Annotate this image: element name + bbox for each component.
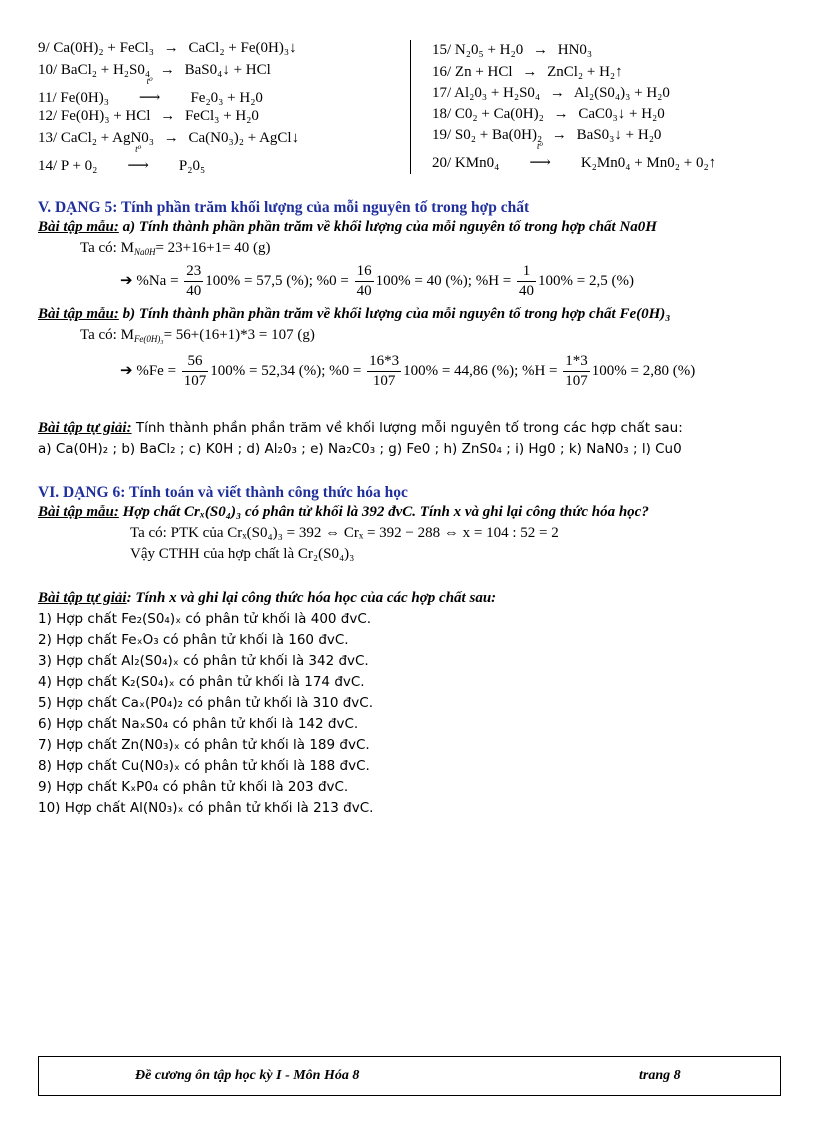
percent-label: %0 =: [316, 272, 349, 289]
reaction-number: 14/: [38, 158, 58, 174]
reaction-rhs: K₂Mn0₄ + Mn0₂ + 0₂↑: [580, 155, 717, 171]
section-6-line-1: Ta có: PTK của Crₓ(S0₄)₃ = 392 ⇔ Crₓ = 392 − 288 ⇔ x = 104 : 52 = 2: [130, 525, 559, 541]
reaction-lhs: Al₂0₃ + H₂S0₄: [454, 85, 541, 101]
arrow-icon: →: [533, 42, 548, 58]
fraction: [563, 352, 590, 391]
reaction-lhs: BaCl₂ + H₂S0₄: [60, 62, 151, 78]
reaction-lhs: Fe(0H)₃ + HCl: [60, 108, 151, 124]
self-task: Tính thành phần phần trăm về khối lượng mỗi nguyên tố trong các hợp chất sau:: [131, 420, 683, 436]
section-5-a-percent: [120, 262, 634, 301]
reaction-number: 16/: [432, 64, 452, 80]
section-5-heading: V. DẠNG 5: Tính phần trăm khối lượng của mỗi nguyên tố trong hợp chất: [38, 199, 530, 216]
heat-arrow-icon: t⁰ ⟶: [107, 156, 169, 175]
section-6-heading: VI. DẠNG 6: Tính toán và viết thành công thức hóa học: [38, 484, 408, 501]
percent-result: 100% = 40 (%);: [375, 272, 472, 289]
example-label: Bài tập mẫu:: [38, 219, 119, 235]
arrow-icon: →: [551, 127, 567, 143]
reaction-rhs: Ca(N0₃)₂ + AgCl↓: [188, 130, 300, 146]
page-number: trang 8: [639, 1068, 681, 1083]
fraction: [367, 352, 401, 391]
list-item: 10) Hợp chất Al(N0₃)ₓ có phân tử khối là 213 đvC.: [38, 800, 374, 816]
section-5-self: [38, 420, 683, 437]
reaction-number: 15/: [432, 42, 452, 58]
reaction-rhs: BaS0₄↓ + HCl: [184, 62, 271, 78]
heat-label: t⁰: [135, 144, 142, 154]
mass-sub: Na0H: [133, 247, 156, 257]
page-footer: [38, 1056, 781, 1096]
arrow-right-icon: ➔: [120, 362, 133, 379]
fraction-numerator: 1*3: [563, 352, 590, 372]
fraction-numerator: 16: [355, 262, 374, 282]
percent-result: 100% = 44,86 (%);: [403, 362, 519, 379]
reaction-rhs: BaS0₃↓ + H₂0: [576, 127, 662, 143]
section-5-example-a: [38, 219, 657, 236]
mass-value: = 56+(16+1)*3 = 107 (g): [163, 327, 315, 343]
column-divider: [410, 40, 411, 174]
percent-result: 100% = 52,34 (%);: [210, 362, 326, 379]
reaction-number: 18/: [432, 106, 452, 122]
reaction-17: [432, 85, 670, 102]
reaction-lhs: N₂0₅ + H₂0: [454, 42, 524, 58]
example-task: b) Tính thành phần phần trăm về khối lượng của mỗi nguyên tố trong hợp chất Fe(0H)₃: [118, 306, 671, 322]
mass-sub: Fe(0H)₃: [133, 334, 164, 344]
section-5-a-mass: [80, 240, 271, 257]
reaction-lhs: Ca(0H)₂ + FeCl₃: [53, 40, 154, 56]
reaction-16: [432, 64, 623, 81]
reaction-lhs: Fe(0H)₃: [60, 90, 109, 106]
list-item: 3) Hợp chất Al₂(S0₄)ₓ có phân tử khối là 342 đvC.: [38, 653, 369, 669]
self-label: Bài tập tự giải: [38, 590, 127, 606]
fraction-denominator: 107: [565, 373, 588, 389]
fraction: [517, 262, 536, 301]
fraction: [355, 262, 374, 301]
reaction-rhs: CaC0₃↓ + H₂0: [578, 106, 665, 122]
reaction-number: 20/: [432, 155, 452, 171]
example-label: Bài tập mẫu:: [38, 306, 119, 322]
reaction-9: [38, 40, 297, 57]
reaction-lhs: CaCl₂ + AgN0₃: [60, 130, 155, 146]
reaction-rhs: P₂0₅: [178, 158, 206, 174]
arrow-icon: →: [549, 85, 565, 101]
arrow-icon: →: [163, 130, 179, 146]
reaction-lhs: S0₂ + Ba(0H)₂: [454, 127, 543, 143]
reaction-15: [432, 42, 592, 59]
reaction-number: 17/: [432, 85, 452, 101]
section-6-example: [38, 504, 649, 521]
list-item: 6) Hợp chất NaₓS0₄ có phân tử khối là 142 đvC.: [38, 716, 359, 732]
reaction-rhs: ZnCl₂ + H₂↑: [547, 64, 623, 80]
footer-title: Đề cương ôn tập học kỳ I - Môn Hóa 8: [135, 1068, 360, 1083]
list-item: 9) Hợp chất KₓP0₄ có phân tử khối là 203 đvC.: [38, 779, 349, 795]
reaction-18: [432, 106, 665, 123]
reaction-lhs: KMn0₄: [454, 155, 500, 171]
list-item: 4) Hợp chất K₂(S0₄)ₓ có phân tử khối là 174 đvC.: [38, 674, 365, 690]
section-6-self: [38, 590, 496, 607]
arrow-icon: →: [159, 62, 175, 78]
reaction-11: [38, 76, 263, 107]
percent-label: %0 =: [329, 362, 362, 379]
list-item: 5) Hợp chất Caₓ(P0₄)₂ có phân tử khối là 310 đvC.: [38, 695, 374, 711]
example-task: a) Tính thành phần phần trăm về khối lượng của mỗi nguyên tố trong hợp chất Na0H: [118, 219, 657, 235]
reaction-rhs: Al₂(S0₄)₃ + H₂0: [573, 85, 670, 101]
heat-label: t⁰: [146, 76, 153, 86]
self-task: : Tính x và ghi lại công thức hóa học của các hợp chất sau:: [126, 590, 497, 606]
arrow-icon: →: [522, 64, 538, 80]
mass-label: Ta có: M: [80, 327, 134, 343]
section-5-example-b: [38, 306, 671, 323]
percent-label: %H =: [475, 272, 512, 289]
heat-arrow-icon: t⁰ ⟶: [509, 153, 571, 172]
arrow-icon: →: [553, 106, 569, 122]
example-task: Hợp chất Crₓ(S0₄)₃ có phân tử khối là 392 đvC. Tính x và ghi lại công thức hóa học?: [118, 504, 649, 520]
section-5-self-items: a) Ca(0H)₂ ; b) BaCl₂ ; c) K0H ; d) Al₂0₃ ; e) Na₂C0₃ ; g) Fe0 ; h) ZnS0₄ ; i) Hg0 ; k) NaN0₃ ; l) Cu0: [38, 441, 682, 457]
fraction-numerator: 1: [517, 262, 536, 282]
arrow-icon: →: [160, 108, 176, 124]
mass-label: Ta có: M: [80, 240, 134, 256]
fraction-numerator: 16*3: [367, 352, 401, 372]
section-5-b-percent: [120, 352, 695, 391]
heat-arrow-icon: t⁰ ⟶: [119, 88, 181, 107]
percent-result: 100% = 57,5 (%);: [205, 272, 313, 289]
list-item: 7) Hợp chất Zn(N0₃)ₓ có phân tử khối là 189 đvC.: [38, 737, 370, 753]
reaction-number: 11/: [38, 90, 57, 106]
percent-label: %H =: [521, 362, 558, 379]
self-label: Bài tập tự giải:: [38, 420, 132, 436]
reaction-number: 10/: [38, 62, 58, 78]
reaction-number: 13/: [38, 130, 58, 146]
fraction: [184, 262, 203, 301]
list-item: 8) Hợp chất Cu(N0₃)ₓ có phân tử khối là 188 đvC.: [38, 758, 370, 774]
percent-result: 100% = 2,5 (%): [538, 272, 634, 289]
heat-label: t⁰: [537, 141, 544, 151]
reaction-lhs: P + 0₂: [60, 158, 98, 174]
reaction-rhs: Fe₂0₃ + H₂0: [190, 90, 263, 106]
reaction-20: [432, 141, 717, 172]
reaction-rhs: HN0₃: [557, 42, 593, 58]
reaction-14: [38, 144, 206, 175]
section-6-line-2: Vậy CTHH của hợp chất là Cr₂(S0₄)₃: [130, 546, 355, 562]
arrow-icon: →: [163, 40, 179, 56]
fraction: [182, 352, 209, 391]
fraction-denominator: 107: [183, 373, 207, 389]
reaction-number: 19/: [432, 127, 452, 143]
percent-label: %Na =: [136, 272, 179, 289]
percent-result: 100% = 2,80 (%): [591, 362, 696, 379]
section-5-b-mass: [80, 327, 315, 344]
reaction-12: [38, 108, 259, 125]
reaction-rhs: CaCl₂ + Fe(0H)₃↓: [188, 40, 297, 56]
reaction-lhs: C0₂ + Ca(0H)₂: [454, 106, 544, 122]
fraction-denominator: 40: [519, 283, 535, 299]
reaction-number: 12/: [38, 108, 58, 124]
percent-label: %Fe =: [136, 362, 177, 379]
reaction-rhs: FeCl₃ + H₂0: [184, 108, 259, 124]
reaction-lhs: Zn + HCl: [454, 64, 513, 80]
example-label: Bài tập mẫu:: [38, 504, 119, 520]
list-item: 1) Hợp chất Fe₂(S0₄)ₓ có phân tử khối là 400 đvC.: [38, 611, 372, 627]
list-item: 2) Hợp chất FeₓO₃ có phân tử khối là 160 đvC.: [38, 632, 349, 648]
fraction-numerator: 56: [182, 352, 209, 372]
fraction-denominator: 107: [372, 373, 396, 389]
arrow-right-icon: ➔: [120, 272, 133, 289]
fraction-denominator: 40: [186, 283, 202, 299]
reaction-number: 9/: [38, 40, 50, 56]
fraction-numerator: 23: [184, 262, 203, 282]
mass-value: = 23+16+1= 40 (g): [155, 240, 271, 256]
fraction-denominator: 40: [356, 283, 372, 299]
